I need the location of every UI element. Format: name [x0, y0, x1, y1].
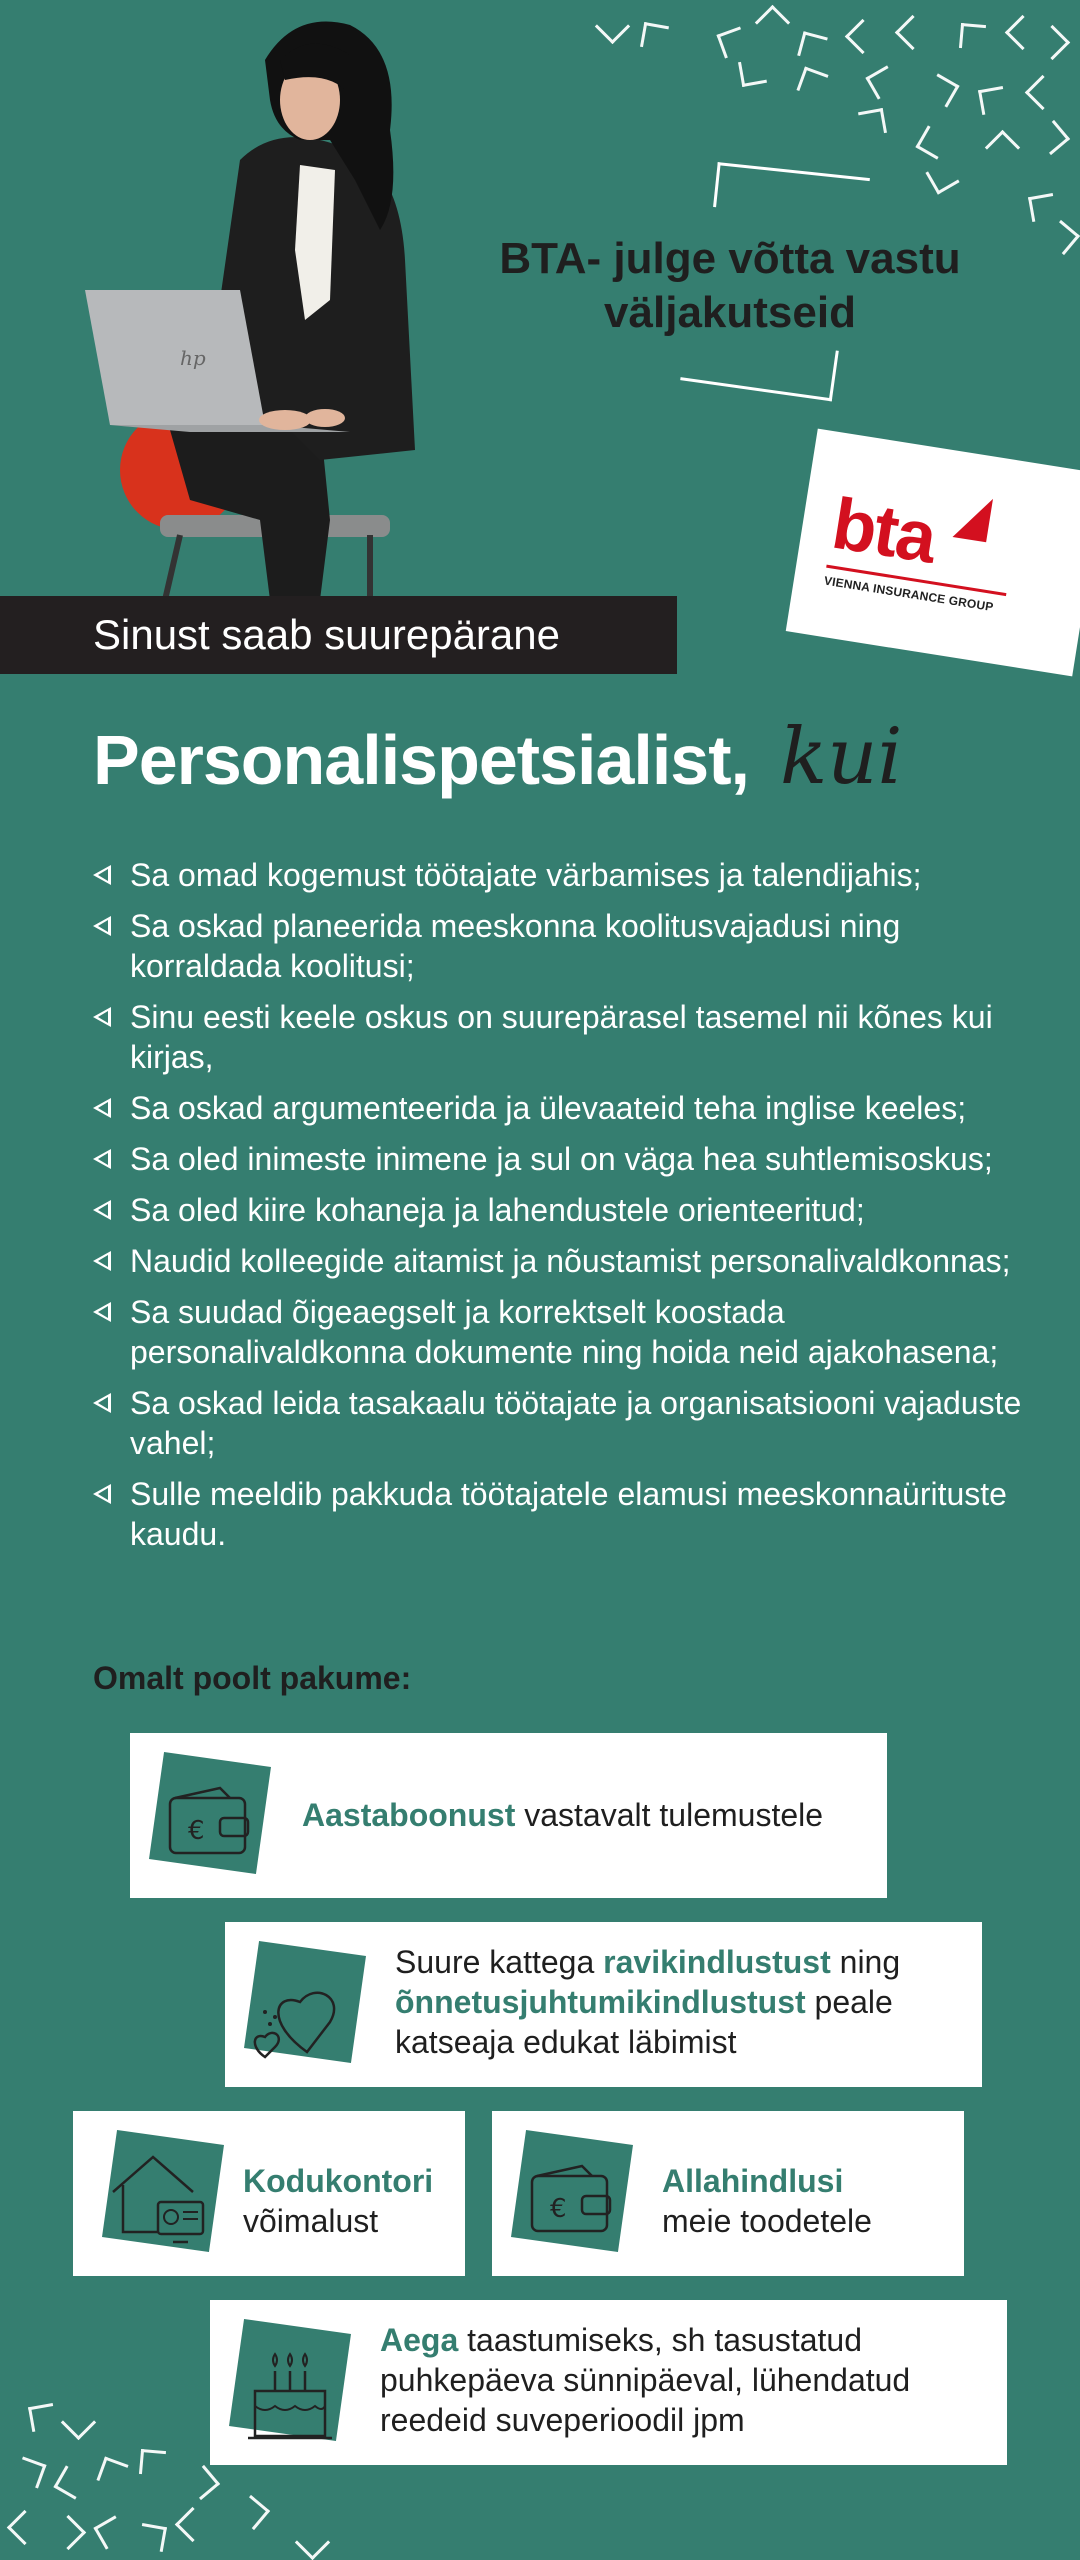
svg-text:hp: hp — [180, 346, 206, 370]
title-script: kui — [780, 712, 903, 802]
benefit-card-home-office: Kodukontori võimalust — [73, 2111, 465, 2276]
arrow-bullet-icon — [93, 1200, 111, 1220]
requirements-list — [93, 855, 1043, 1565]
benefit-time-bold: Aega — [380, 2322, 459, 2358]
arrow-bullet-icon — [93, 1302, 111, 1322]
list-item: Naudid kolleegide aitamist ja nõustamist personalivaldkonnas; — [93, 1241, 1043, 1281]
arrow-bullet-icon — [93, 1393, 111, 1413]
hero-photo — [70, 0, 500, 600]
list-item: Sa suudad õigeaegselt ja korrektselt koostada personalivaldkonna dokumente ning hoida neid ajakohasena; — [93, 1292, 1043, 1372]
benefit-card-bonus: € Aastaboonust vastavalt tulemustele — [130, 1733, 887, 1898]
arrow-bullet-icon — [93, 916, 111, 936]
arrow-bullet-icon — [93, 1149, 111, 1169]
heart-icon — [245, 1972, 355, 2072]
logo-brand: bta — [826, 483, 941, 579]
list-item: Sa oled kiire kohaneja ja lahendustele orienteeritud; — [93, 1190, 1043, 1230]
list-item: Sinu eesti keele oskus on suurepärasel tasemel nii kõnes kui kirjas, — [93, 997, 1043, 1077]
banner-text: Sinust saab suurepärane — [93, 611, 560, 658]
list-item: Sa oskad leida tasakaalu töötajate ja organisatsiooni vajaduste vahel; — [93, 1383, 1043, 1463]
wallet-euro-icon — [160, 1783, 260, 1873]
offer-heading: Omalt poolt pakume: — [93, 1660, 412, 1696]
svg-text:€: € — [188, 1816, 205, 1846]
list-item: Sa oskad planeerida meeskonna koolitusvajadusi ning korraldada koolitusi; — [93, 906, 1043, 986]
list-item: Sulle meeldib pakkuda töötajatele elamusi meeskonnaürituste kaudu. — [93, 1474, 1043, 1554]
arrow-bullet-icon — [93, 1098, 111, 1118]
headline-frame-top — [713, 162, 870, 223]
benefit-card-discount: € Allahindlusi meie toodetele — [492, 2111, 964, 2276]
page-title: Personalispetsialist, — [93, 721, 749, 799]
svg-text:€: € — [550, 2194, 567, 2224]
list-item: Sa oskad argumenteerida ja ülevaateid teha inglise keeles; — [93, 1088, 1043, 1128]
wallet-euro-icon — [522, 2161, 622, 2251]
benefit-home-bold: Kodukontori — [243, 2163, 434, 2199]
birthday-cake-icon — [240, 2336, 340, 2446]
benefit-card-insurance: Suure kattega ravikindlustust ning õnnetusjuhtumikindlustust peale katseaja edukat läbimist — [225, 1922, 982, 2087]
list-item: Sa omad kogemust töötajate värbamises ja talendijahis; — [93, 855, 1043, 895]
logo-tagline: VIENNA INSURANCE GROUP — [823, 573, 995, 615]
benefit-card-time: Aega taastumiseks, sh tasustatud puhkepäeva sünnipäeval, lühendatud reedeid suveperioodil jpm — [210, 2300, 1007, 2465]
benefit-bonus-bold: Aastaboonust — [302, 1797, 516, 1833]
list-item: Sa oled inimeste inimene ja sul on väga hea suhtlemisoskus; — [93, 1139, 1043, 1179]
arrow-bullet-icon — [93, 1484, 111, 1504]
arrow-bullet-icon — [93, 1251, 111, 1271]
headline-frame-bottom — [680, 330, 839, 402]
arrow-bullet-icon — [93, 865, 111, 885]
arrow-bullet-icon — [93, 1007, 111, 1027]
home-office-icon — [103, 2147, 213, 2257]
bta-logo-card — [786, 429, 1080, 677]
benefit-discount-bold: Allahindlusi — [662, 2163, 844, 2199]
headline: BTA- julge võtta vastu väljakutseid — [499, 234, 961, 337]
banner — [0, 596, 677, 674]
